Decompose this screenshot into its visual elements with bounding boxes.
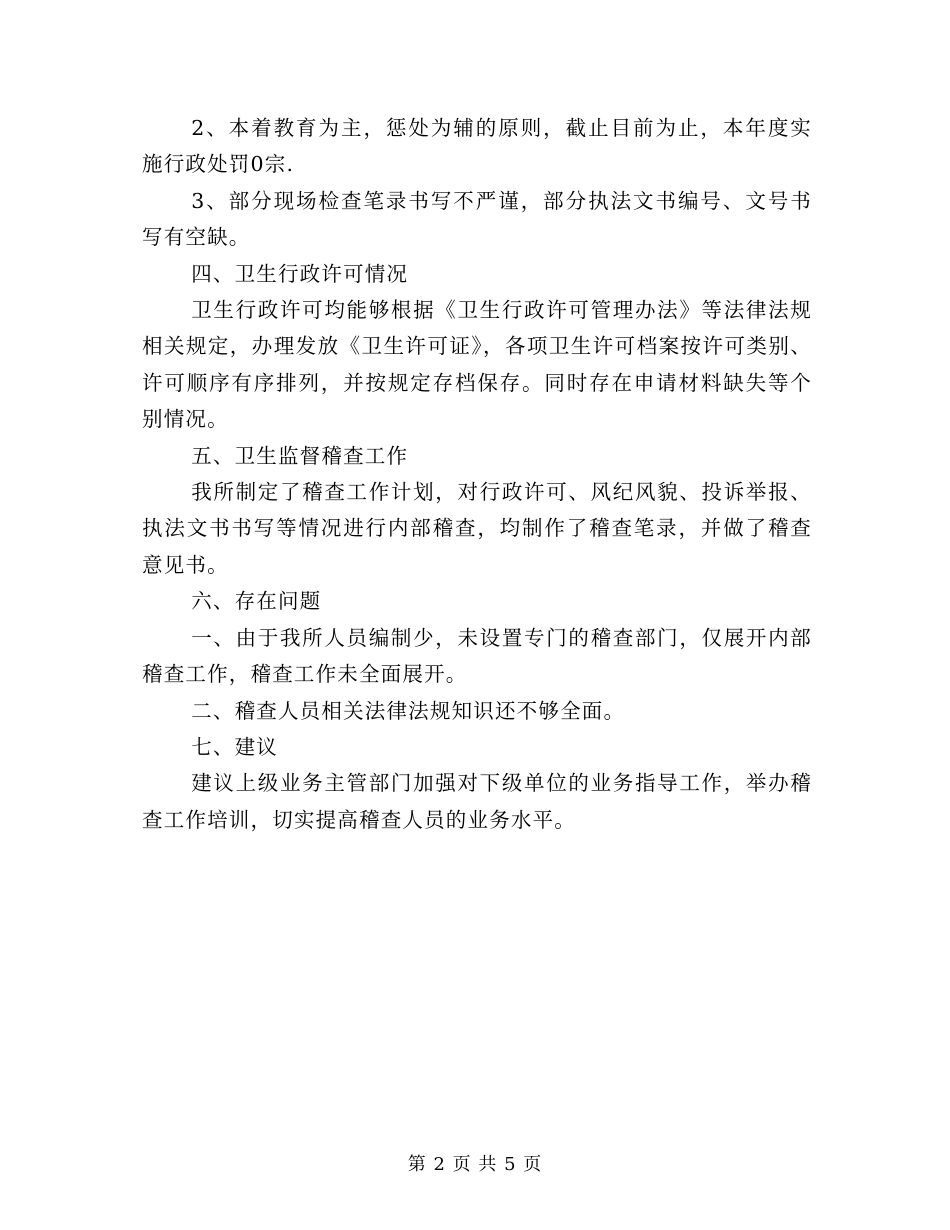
heading-supervision-audit: 五、卫生监督稽查工作 [191,443,409,468]
page-number-footer: 第 2 页 共 5 页 [407,1154,543,1175]
heading-health-licensing: 四、卫生行政许可情况 [191,261,409,286]
paragraph-inspection-records: 3、部分现场检查笔录书写不严谨，部分执法文书编号、文号书写有空缺。 [142,188,812,250]
heading-suggestions: 七、建议 [191,734,278,759]
paragraph-health-licensing: 卫生行政许可均能够根据《卫生行政许可管理办法》等法律法规相关规定，办理发放《卫生许可证》，各项卫生许可档案按许可类别、许可顺序有序排列，并按规定存档保存。同时存在申请材料缺失等个别情况。 [142,298,812,432]
document-body [142,110,812,838]
heading-existing-problems: 六、存在问题 [191,589,322,614]
paragraph-problem-one: 一、由于我所人员编制少，未设置专门的稽查部门，仅展开内部稽查工作，稽查工作未全面展开。 [142,625,812,687]
paragraph-problem-two: 二、稽查人员相关法律法规知识还不够全面。 [191,698,626,723]
paragraph-penalty-principle: 2、本着教育为主，惩处为辅的原则，截止目前为止，本年度实施行政处罚0宗. [142,116,812,177]
paragraph-supervision-audit: 我所制定了稽查工作计划，对行政许可、风纪风貌、投诉举报、执法文书书写等情况进行内部稽查，均制作了稽查笔录，并做了稽查意见书。 [142,480,812,577]
paragraph-suggestion: 建议上级业务主管部门加强对下级单位的业务指导工作，举办稽查工作培训，切实提高稽查人员的业务水平。 [142,771,812,832]
